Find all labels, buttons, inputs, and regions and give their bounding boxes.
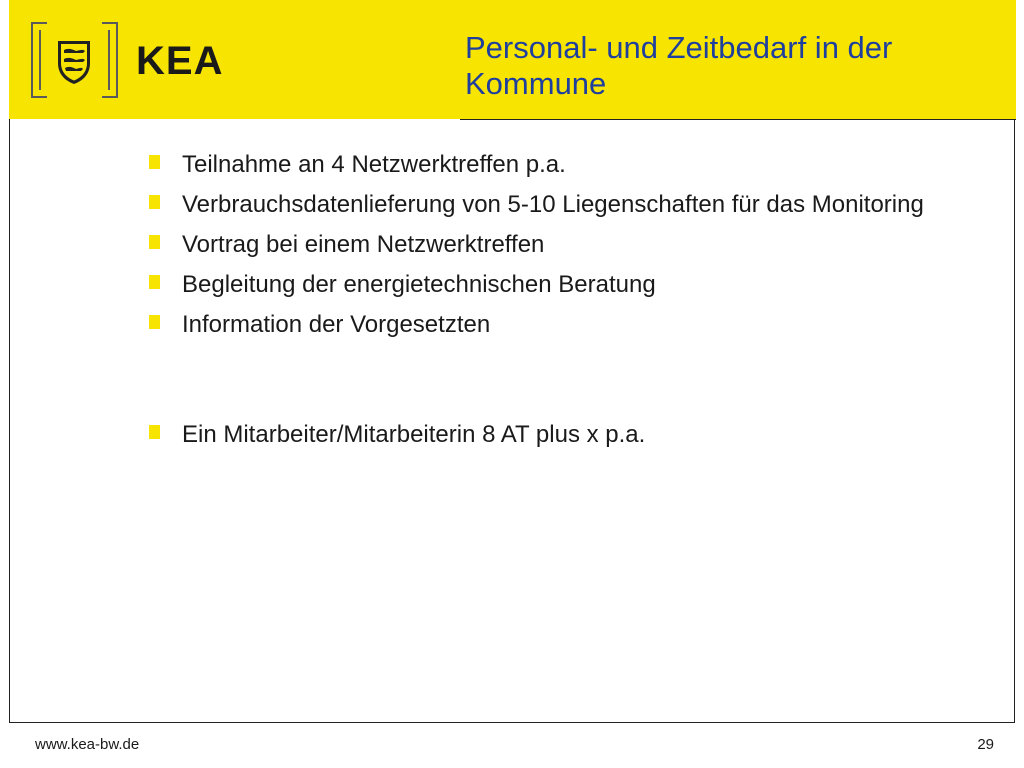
bullet-square-icon (149, 195, 160, 209)
bullet-text: Information der Vorgesetzten (182, 311, 491, 338)
bullet-item (148, 310, 968, 340)
bullet-text: Begleitung der energietechnischen Beratung (182, 271, 656, 298)
coat-of-arms-icon (54, 37, 94, 85)
bullet-text: Ein Mitarbeiter/Mitarbeiterin 8 AT plus x p.a. (182, 421, 646, 448)
slide-title: Personal- und Zeitbedarf in der Kommune (465, 30, 893, 101)
logo-frame (31, 22, 118, 98)
bullet-square-icon (149, 235, 160, 249)
bullet-text: Vortrag bei einem Netzwerktreffen (182, 231, 545, 258)
bullet-item (148, 420, 968, 450)
kea-logo-text: KEA (136, 39, 224, 83)
bullet-list (148, 150, 968, 460)
bullet-square-icon (149, 155, 160, 169)
bullet-item (148, 150, 968, 180)
bullet-text: Verbrauchsdatenlieferung von 5-10 Liegenschaften für das Monitoring (182, 191, 924, 218)
bullet-square-icon (149, 275, 160, 289)
bullet-square-icon (149, 315, 160, 329)
bullet-item (148, 190, 968, 220)
footer-url: www.kea-bw.de (35, 736, 140, 753)
page-number: 29 (977, 736, 994, 753)
bullet-square-icon (149, 425, 160, 439)
bullet-text: Teilnahme an 4 Netzwerktreffen p.a. (182, 151, 566, 178)
bullet-item (148, 270, 968, 300)
bullet-item (148, 230, 968, 260)
